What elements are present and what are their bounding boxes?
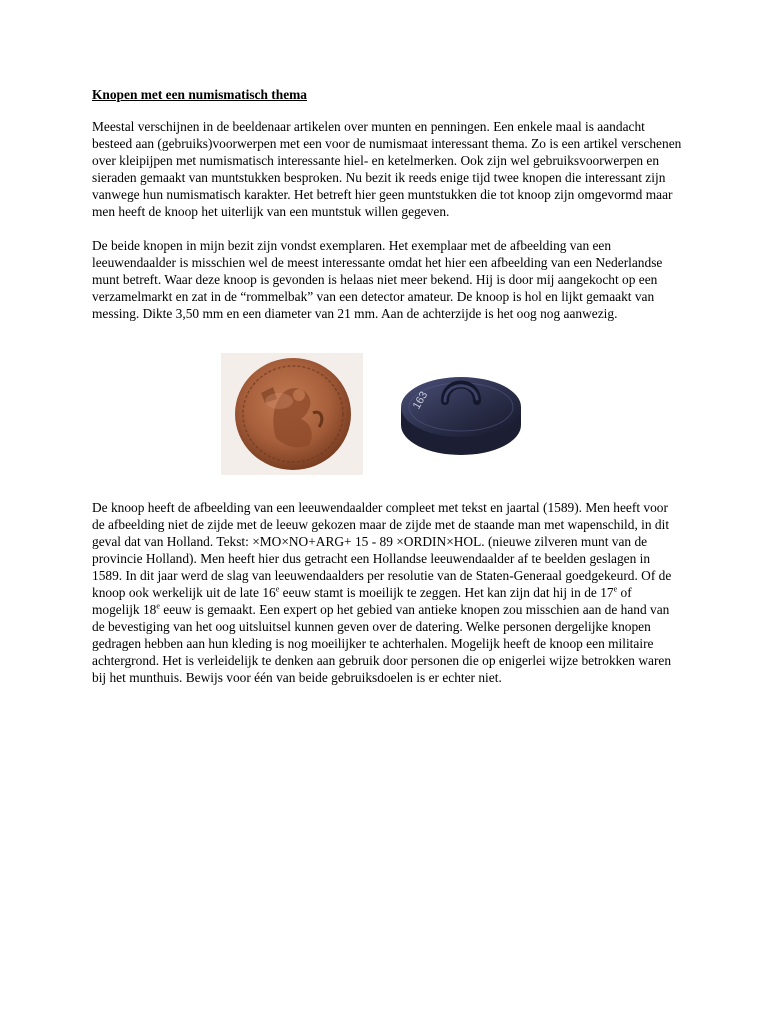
- paragraph-description: De beide knopen in mijn bezit zijn vondst exemplaren. Het exemplaar met de afbeelding van een leeuwendaalder is misschien wel de meest interessante omdat het hier een afbeelding van een Nederlandse munt betreft. Waar deze knoop is gevonden is helaas niet meer bekend. Hij is door mij aangekocht op een verzamelmarkt en zat in de “rommelbak” van een detector amateur. De knoop is hol en lijkt gemaakt van messing. Dikte 3,50 mm en een diameter van 21 mm. Aan de achterzijde is het oog nog aanwezig.: [92, 238, 663, 321]
- superscript-e: e: [156, 601, 160, 611]
- button-back-image: [397, 355, 525, 465]
- superscript-e: e: [613, 584, 618, 594]
- paragraph-analysis-part-d: eeuw is gemaakt. Een expert op het gebied van antieke knopen zou misschien aan de hand van de bevestiging van het oog uitsluitsel kunnen geven over de datering. Welke personen dergelijke knopen gedragen hebben aan hun kleding is nog moeilijker te achterhalen. Mogelijk heeft de knoop een militaire achtergrond. Het is verleidelijk te denken aan gebruik door personen die op enigerlei wijze betrokken waren bij het munthuis. Bewijs voor één van beide gebruiksdoelen is er echter niet.: [92, 602, 672, 685]
- button-back-photo: [397, 355, 525, 465]
- button-front-photo: [221, 353, 363, 475]
- paragraph-analysis-part-a: De knoop heeft de afbeelding van een leeuwendaalder compleet met tekst en jaartal (1589). Men heeft voor de afbeelding niet de zijde met de leeuw gekozen maar de zijde met de staande man met wapenschild, in dit geval dat van Holland. Tekst: ×MO×NO+ARG+ 15 - 89 ×ORDIN×HOL. (nieuwe zilveren munt van de provincie Holland). Men heeft hier dus getracht een Hollandse leeuwendaalder af te beelden geslagen in 1589. In dit jaar werd de slag van leeuwendaalders per resolutie van de Staten-Generaal goedgekeurd. Of de knoop ook werkelijk uit de late 16: [92, 500, 672, 600]
- paragraph-intro: Meestal verschijnen in de beeldenaar artikelen over munten en penningen. Een enkele maal is aandacht besteed aan (gebruiks)voorwerpen met een voor de numismaat interessant thema. Zo is een artikel verschenen over kleipijpen met numismatisch interessante hiel- en ketelmerken. Ook zijn wel gebruiksvoorwerpen en sieraden gemaakt van muntstukken besproken. Nu bezit ik reeds enige tijd twee knopen die interessant zijn vanwege hun numismatisch karakter. Het betreft hier geen muntstukken die tot knoop zijn omgevormd maar men heeft de knoop het uiterlijk van een muntstuk willen gegeven.: [92, 119, 682, 219]
- paragraph-analysis-part-c: of mogelijk 18: [92, 585, 632, 617]
- paragraph-analysis: [92, 499, 682, 686]
- document-title: Knopen met een numismatisch thema: [92, 87, 307, 102]
- document-body: [92, 86, 682, 703]
- scratched-number: 163: [410, 389, 431, 412]
- button-front-image: [221, 353, 363, 475]
- superscript-e: e: [275, 584, 280, 594]
- paragraph-analysis-part-b: eeuw stamt is moeilijk te zeggen. Het kan zijn dat hij in de 17: [279, 585, 614, 600]
- button-photos: [92, 339, 682, 487]
